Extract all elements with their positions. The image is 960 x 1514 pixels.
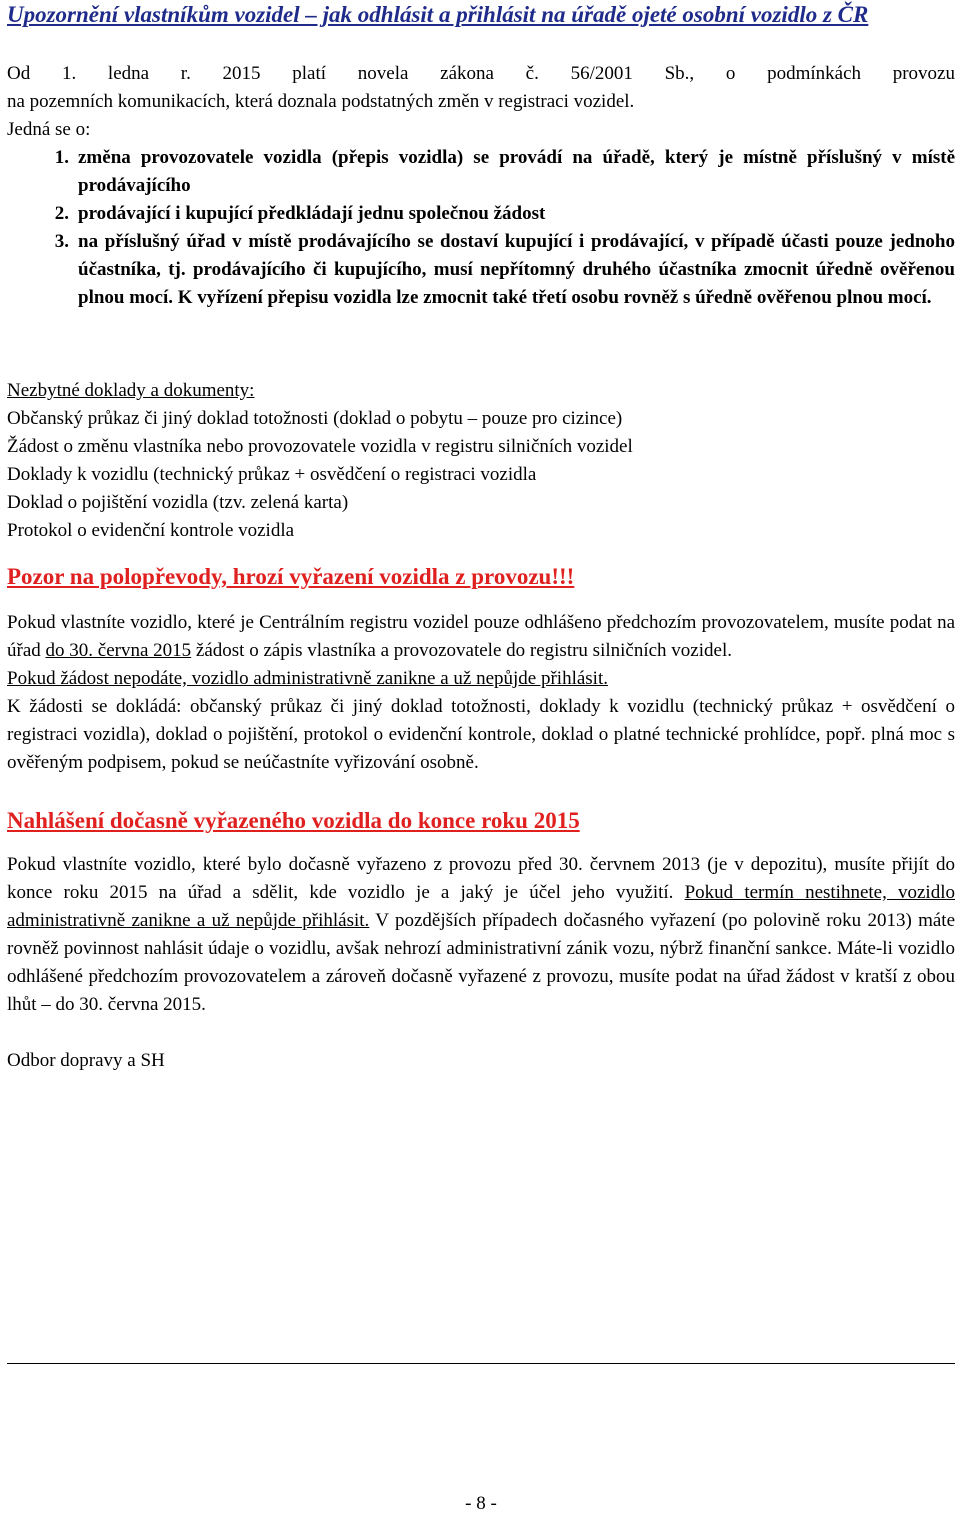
list-item-text: na příslušný úřad v místě prodávajícího se dostaví kupující i prodávající, v případě účasti pouze jednoho účastníka, tj. prodávajícího či kupujícího, musí nepřítomný druhého účastníka zmocnit úředně ověřenou plnou mocí. K vyřízení přepisu vozidla lze zmocnit také třetí osobu rovněž s úředně ověřenou plnou mocí. [78, 231, 955, 308]
signature: Odbor dopravy a SH [7, 1050, 165, 1071]
warning-text-a: Pokud vlastníte vozidlo, které je Centrálním registru vozidel pouze odhlášeno předchozím provozovatelem, musíte podat na úřad [7, 612, 955, 661]
warning-consequence: Pokud žádost nepodáte, vozidlo administrativně zanikne a už nepůjde přihlásit. [7, 668, 608, 689]
documents-heading: Nezbytné doklady a dokumenty: [7, 380, 255, 401]
deregistered-consequence: Pokud termín nestihnete, vozidlo administrativně zanikne a už nepůjde přihlásit. [7, 882, 955, 931]
deregistered-paragraph [7, 851, 955, 1019]
footer-divider [7, 1363, 955, 1364]
document-page [7, 0, 955, 1514]
warning-section [7, 609, 955, 777]
list-item-text: prodávající i kupující předkládají jednu společnou žádost [78, 203, 546, 224]
intro-lead: Jedná se o: [7, 119, 91, 140]
deregistered-heading: Nahlášení dočasně vyřazeného vozidla do konce roku 2015 [7, 808, 580, 833]
list-item-number: 3. [54, 231, 69, 252]
change-points-list [7, 144, 955, 312]
warning-heading: Pozor na polopřevody, hrozí vyřazení vozidla z provozu!!! [7, 564, 575, 589]
document-item: Žádost o změnu vlastníka nebo provozovatele vozidla v registru silničních vozidel [7, 436, 633, 457]
intro-section [7, 60, 955, 144]
page-title: Upozornění vlastníkům vozidel – jak odhlásit a přihlásit na úřadě ojeté osobní vozidlo z ČR [7, 2, 869, 27]
document-item: Doklady k vozidlu (technický průkaz + osvědčení o registraci vozidla [7, 464, 537, 485]
list-item-number: 1. [54, 147, 69, 168]
deregistered-text-a: Pokud vlastníte vozidlo, které bylo dočasně vyřazeno z provozu před 30. červnem 2013 (je v depozitu), musíte přijít do konce roku 2015 na úřad a sdělit, kde vozidlo je a jaký je účel jeho využití. [7, 854, 955, 903]
document-item: Doklad o pojištění vozidla (tzv. zelená karta) [7, 492, 349, 513]
intro-line-1: Od 1. ledna r. 2015 platí novela zákona č. 56/2001 Sb., o podmínkách provozu [7, 63, 955, 84]
document-item: Občanský průkaz či jiný doklad totožnosti (doklad o pobytu – pouze pro cizince) [7, 408, 623, 429]
deregistered-section [7, 851, 955, 1019]
list-item [7, 144, 955, 200]
document-item: Protokol o evidenční kontrole vozidla [7, 520, 295, 541]
list-item-text: změna provozovatele vozidla (přepis vozidla) se provádí na úřadě, který je místně příslušný v místě prodávajícího [78, 147, 955, 196]
list-item [7, 228, 955, 312]
warning-required-documents: K žádosti se dokládá: občanský průkaz či jiný doklad totožnosti, doklady k vozidlu (technický průkaz + osvědčení o registraci vozidla), doklad o pojištění, protokol o evidenční kontrole, doklad o platné technické prohlídce, popř. plná moc s ověřeným podpisem, pokud se neúčastníte vyřizování osobně. [7, 696, 955, 773]
warning-deadline: do 30. června 2015 [45, 640, 192, 661]
intro-line-2: na pozemních komunikacích, která doznala podstatných změn v registraci vozidel. [7, 91, 635, 112]
warning-text-b: žádost o zápis vlastníka a provozovatele do registru silničních vozidel. [191, 640, 732, 661]
list-item-number: 2. [54, 203, 69, 224]
documents-section [7, 377, 955, 545]
page-number: - 8 - [465, 1493, 497, 1514]
deregistered-text-b: V pozdějších případech dočasného vyřazení (po polovině roku 2013) máte rovněž povinnost nahlásit údaje o vozidlu, avšak nehrozí administrativní zánik vozu, nýbrž finanční sankce. Máte-li vozidlo odhlášené předchozím provozovatelem a zároveň dočasně vyřazené z provozu, musíte podat na úřad žádost v kratší z obou lhůt – do 30. června 2015. [7, 910, 955, 1015]
list-item [7, 200, 955, 228]
warning-paragraph [7, 609, 955, 665]
